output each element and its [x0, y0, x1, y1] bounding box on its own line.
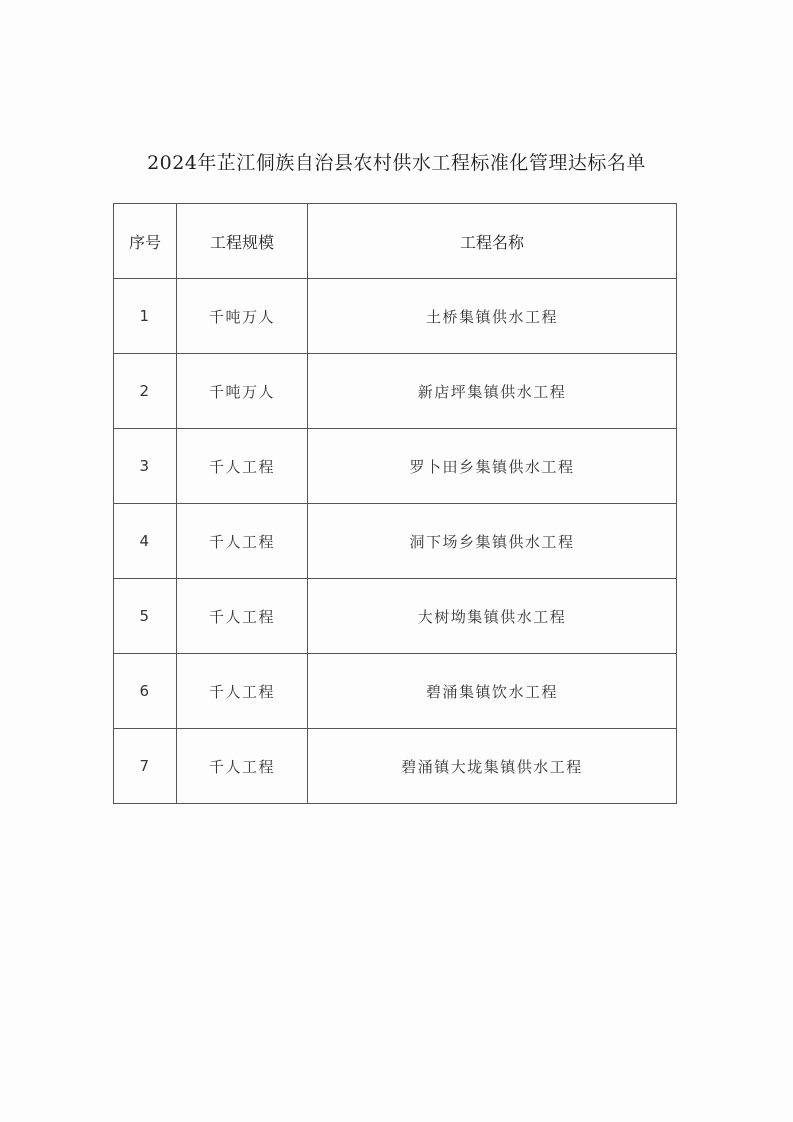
cell-project-scale: 千人工程	[177, 429, 308, 504]
page-title: 2024年芷江侗族自治县农村供水工程标准化管理达标名单	[147, 152, 646, 174]
cell-serial-number: 4	[114, 504, 177, 579]
cell-serial-number: 1	[114, 279, 177, 354]
table-header-row	[114, 204, 677, 279]
table-row	[114, 654, 677, 729]
cell-project-name: 罗卜田乡集镇供水工程	[308, 429, 677, 504]
table-row	[114, 279, 677, 354]
cell-project-name: 碧涌镇大垅集镇供水工程	[308, 729, 677, 804]
cell-project-name: 碧涌集镇饮水工程	[308, 654, 677, 729]
table-row	[114, 354, 677, 429]
cell-project-name: 新店坪集镇供水工程	[308, 354, 677, 429]
header-serial-number: 序号	[114, 204, 177, 279]
cell-serial-number: 2	[114, 354, 177, 429]
cell-serial-number: 7	[114, 729, 177, 804]
cell-project-name: 洞下场乡集镇供水工程	[308, 504, 677, 579]
cell-serial-number: 5	[114, 579, 177, 654]
table-row	[114, 429, 677, 504]
compliance-list-table	[113, 203, 677, 804]
cell-project-name: 大树坳集镇供水工程	[308, 579, 677, 654]
header-project-scale: 工程规模	[177, 204, 308, 279]
table-row	[114, 504, 677, 579]
cell-project-scale: 千人工程	[177, 729, 308, 804]
cell-project-scale: 千吨万人	[177, 279, 308, 354]
cell-serial-number: 3	[114, 429, 177, 504]
cell-serial-number: 6	[114, 654, 177, 729]
header-project-name: 工程名称	[308, 204, 677, 279]
cell-project-scale: 千人工程	[177, 504, 308, 579]
table-row	[114, 729, 677, 804]
cell-project-name: 土桥集镇供水工程	[308, 279, 677, 354]
cell-project-scale: 千吨万人	[177, 354, 308, 429]
table-row	[114, 579, 677, 654]
cell-project-scale: 千人工程	[177, 579, 308, 654]
cell-project-scale: 千人工程	[177, 654, 308, 729]
